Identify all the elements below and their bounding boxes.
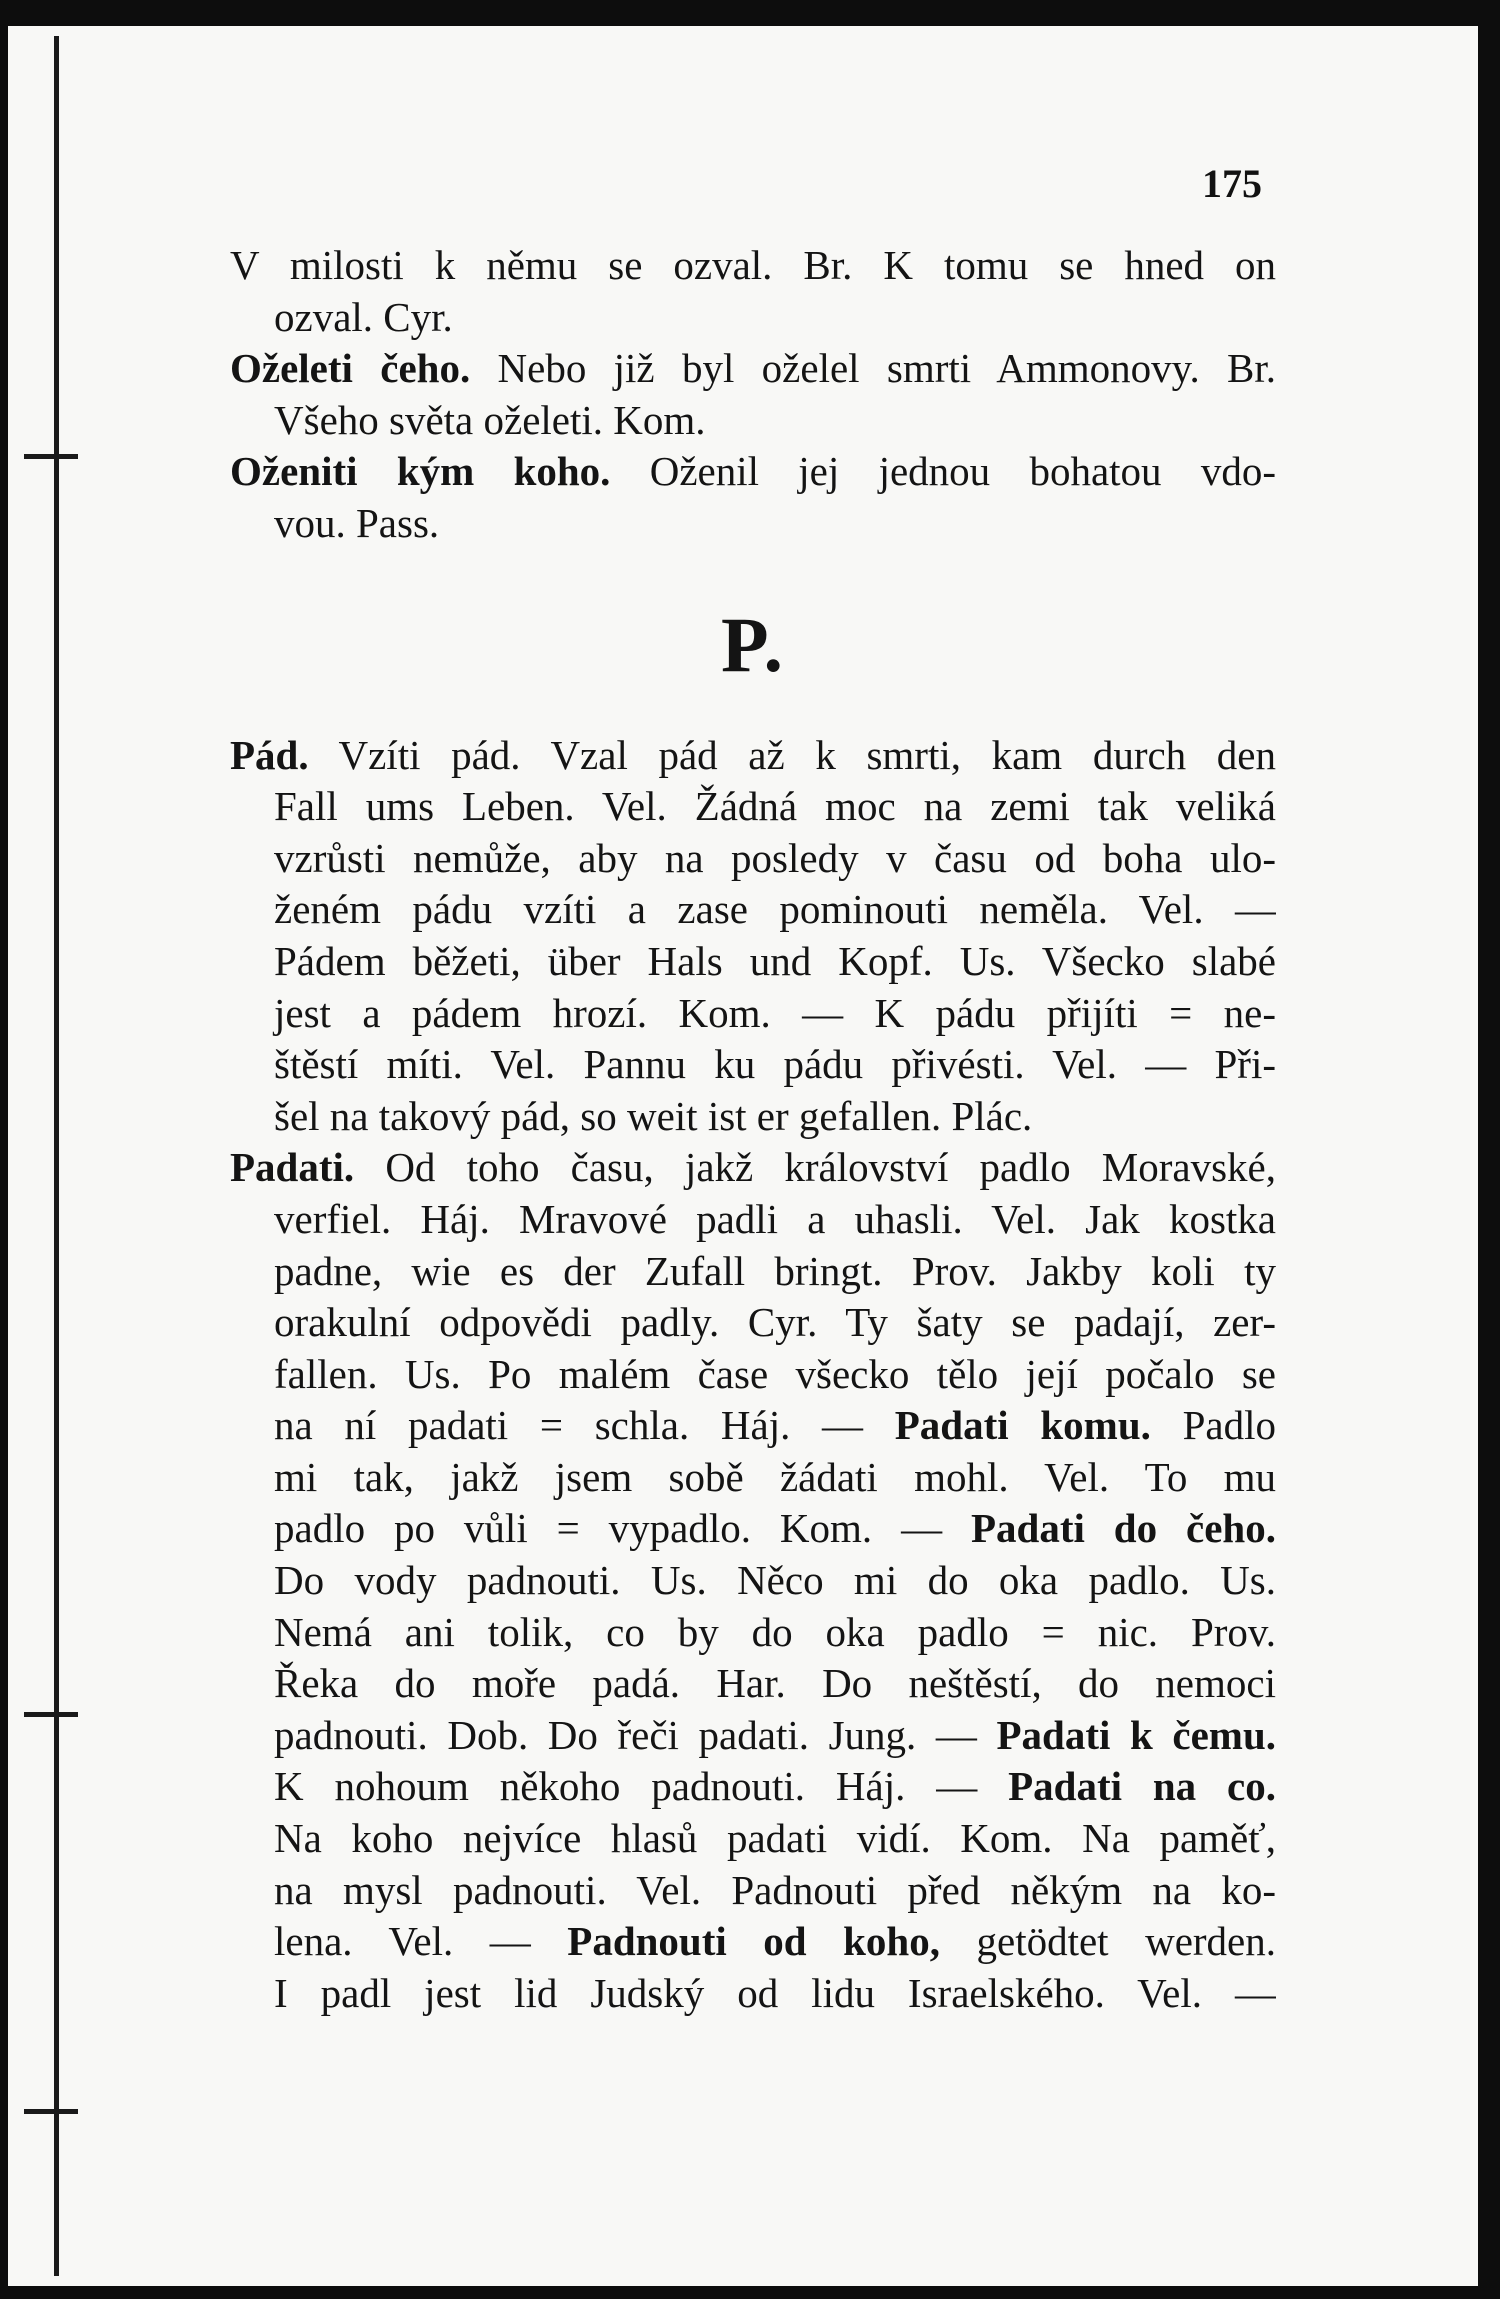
- text-line: [230, 1091, 1276, 1143]
- line-text: vou. Pass.: [274, 499, 440, 546]
- line-text: fallen. Us. Po malém čase všecko tělo její počalo se: [274, 1350, 1276, 1397]
- text-line: [230, 1813, 1276, 1865]
- text-line: [230, 1349, 1276, 1401]
- line-tail-text: Padlo: [1150, 1402, 1276, 1449]
- text-line: [230, 1607, 1276, 1659]
- binding-mark: [24, 454, 78, 459]
- text-line: [230, 1968, 1276, 2020]
- text-line: [230, 1246, 1276, 1298]
- line-text: ozval. Cyr.: [274, 293, 453, 340]
- line-text: orakulní odpovědi padly. Cyr. Ty šaty se padají, zer-: [274, 1299, 1276, 1346]
- entries-block-o: [230, 240, 1276, 550]
- text-line: [230, 988, 1276, 1040]
- subentry-headword: Padati k čemu.: [996, 1711, 1276, 1758]
- text-line: [230, 395, 1276, 447]
- line-text: Vzíti pád. Vzal pád až k smrti, kam durch den: [308, 731, 1276, 778]
- text-line: [230, 1761, 1276, 1813]
- text-line: [230, 1297, 1276, 1349]
- subentry-headword: Padnouti od koho,: [567, 1918, 940, 1965]
- text-line: [230, 1865, 1276, 1917]
- line-text: I padl jest lid Judský od lidu Israelského. Vel. —: [274, 1969, 1276, 2016]
- text-line: [230, 936, 1276, 988]
- text-line: [230, 1658, 1276, 1710]
- line-text: šel na takový pád, so weit ist er gefallen. Plác.: [274, 1092, 1033, 1139]
- text-line: [230, 240, 1276, 292]
- text-line: [230, 1555, 1276, 1607]
- line-text: Fall ums Leben. Vel. Žádná moc na zemi tak veliká: [274, 783, 1276, 830]
- line-text: Od toho času, jakž království padlo Moravské,: [354, 1144, 1276, 1191]
- text-line: [230, 1142, 1276, 1194]
- line-text: mi tak, jakž jsem sobě žádati mohl. Vel. To mu: [274, 1453, 1276, 1500]
- text-line: [230, 833, 1276, 885]
- line-tail-text: getödtet werden.: [939, 1918, 1276, 1965]
- line-text: Na koho nejvíce hlasů padati vidí. Kom. Na paměť,: [274, 1815, 1276, 1862]
- entry-headword: Pád.: [230, 731, 309, 778]
- text-line: [230, 730, 1276, 782]
- line-text: jest a pádem hrozí. Kom. — K pádu přijíti = ne-: [274, 989, 1276, 1036]
- binding-mark: [24, 2109, 78, 2114]
- line-text: padlo po vůli = vypadlo. Kom. —: [274, 1505, 971, 1552]
- line-text: Oženil jej jednou bohatou vdo-: [610, 448, 1276, 495]
- line-text: K nohoum někoho padnouti. Háj. —: [274, 1763, 1009, 1810]
- text-line: [230, 781, 1276, 833]
- entry-headword: Oželeti čeho.: [230, 345, 471, 392]
- book-page: [8, 26, 1478, 2286]
- binding-edge: [54, 36, 59, 2276]
- dictionary-text: [230, 240, 1276, 2019]
- text-line: [230, 292, 1276, 344]
- line-text: vzrůsti nemůže, aby na posledy v času od boha ulo-: [274, 834, 1276, 881]
- text-line: [230, 1503, 1276, 1555]
- entry-headword: Padati.: [230, 1144, 355, 1191]
- line-text: V milosti k němu se ozval. Br. K tomu se hned on: [230, 242, 1276, 288]
- binding-mark: [24, 1712, 78, 1717]
- text-line: [230, 884, 1276, 936]
- line-text: na mysl padnouti. Vel. Padnouti před někým na ko-: [274, 1866, 1276, 1913]
- entry-headword: Oženiti kým koho.: [230, 448, 611, 495]
- line-text: na ní padati = schla. Háj. —: [274, 1402, 895, 1449]
- text-line: [230, 1710, 1276, 1762]
- text-line: [230, 1916, 1276, 1968]
- subentry-headword: Padati na co.: [1008, 1763, 1276, 1810]
- subentry-headword: Padati do čeho.: [971, 1505, 1276, 1552]
- entries-block-p: [230, 730, 1276, 2020]
- line-text: štěstí míti. Vel. Pannu ku pádu přivésti. Vel. — Při-: [274, 1041, 1276, 1088]
- line-text: verfiel. Háj. Mravové padli a uhasli. Vel. Jak kostka: [274, 1195, 1276, 1242]
- line-text: padne, wie es der Zufall bringt. Prov. Jakby koli ty: [274, 1247, 1276, 1294]
- text-line: [230, 1194, 1276, 1246]
- line-text: Nebo již byl oželel smrti Ammonovy. Br.: [470, 345, 1276, 392]
- page-number: 175: [1202, 161, 1262, 206]
- line-text: Pádem běžeti, über Hals und Kopf. Us. Všecko slabé: [274, 937, 1276, 984]
- text-line: [230, 1400, 1276, 1452]
- line-text: Řeka do moře padá. Har. Do neštěstí, do nemoci: [274, 1660, 1276, 1707]
- line-text: ženém pádu vzíti a zase pominouti neměla. Vel. —: [274, 886, 1276, 933]
- subentry-headword: Padati komu.: [894, 1402, 1151, 1449]
- line-text: Všeho světa oželeti. Kom.: [274, 396, 706, 443]
- section-letter: P.: [721, 600, 785, 688]
- text-line: [230, 1039, 1276, 1091]
- line-text: lena. Vel. —: [274, 1918, 568, 1965]
- text-line: [230, 343, 1276, 395]
- line-text: Do vody padnouti. Us. Něco mi do oka padlo. Us.: [274, 1557, 1276, 1604]
- text-line: [230, 446, 1276, 498]
- line-text: Nemá ani tolik, co by do oka padlo = nic. Prov.: [274, 1608, 1276, 1655]
- line-text: padnouti. Dob. Do řeči padati. Jung. —: [274, 1711, 997, 1758]
- text-line: [230, 1452, 1276, 1504]
- text-line: [230, 498, 1276, 550]
